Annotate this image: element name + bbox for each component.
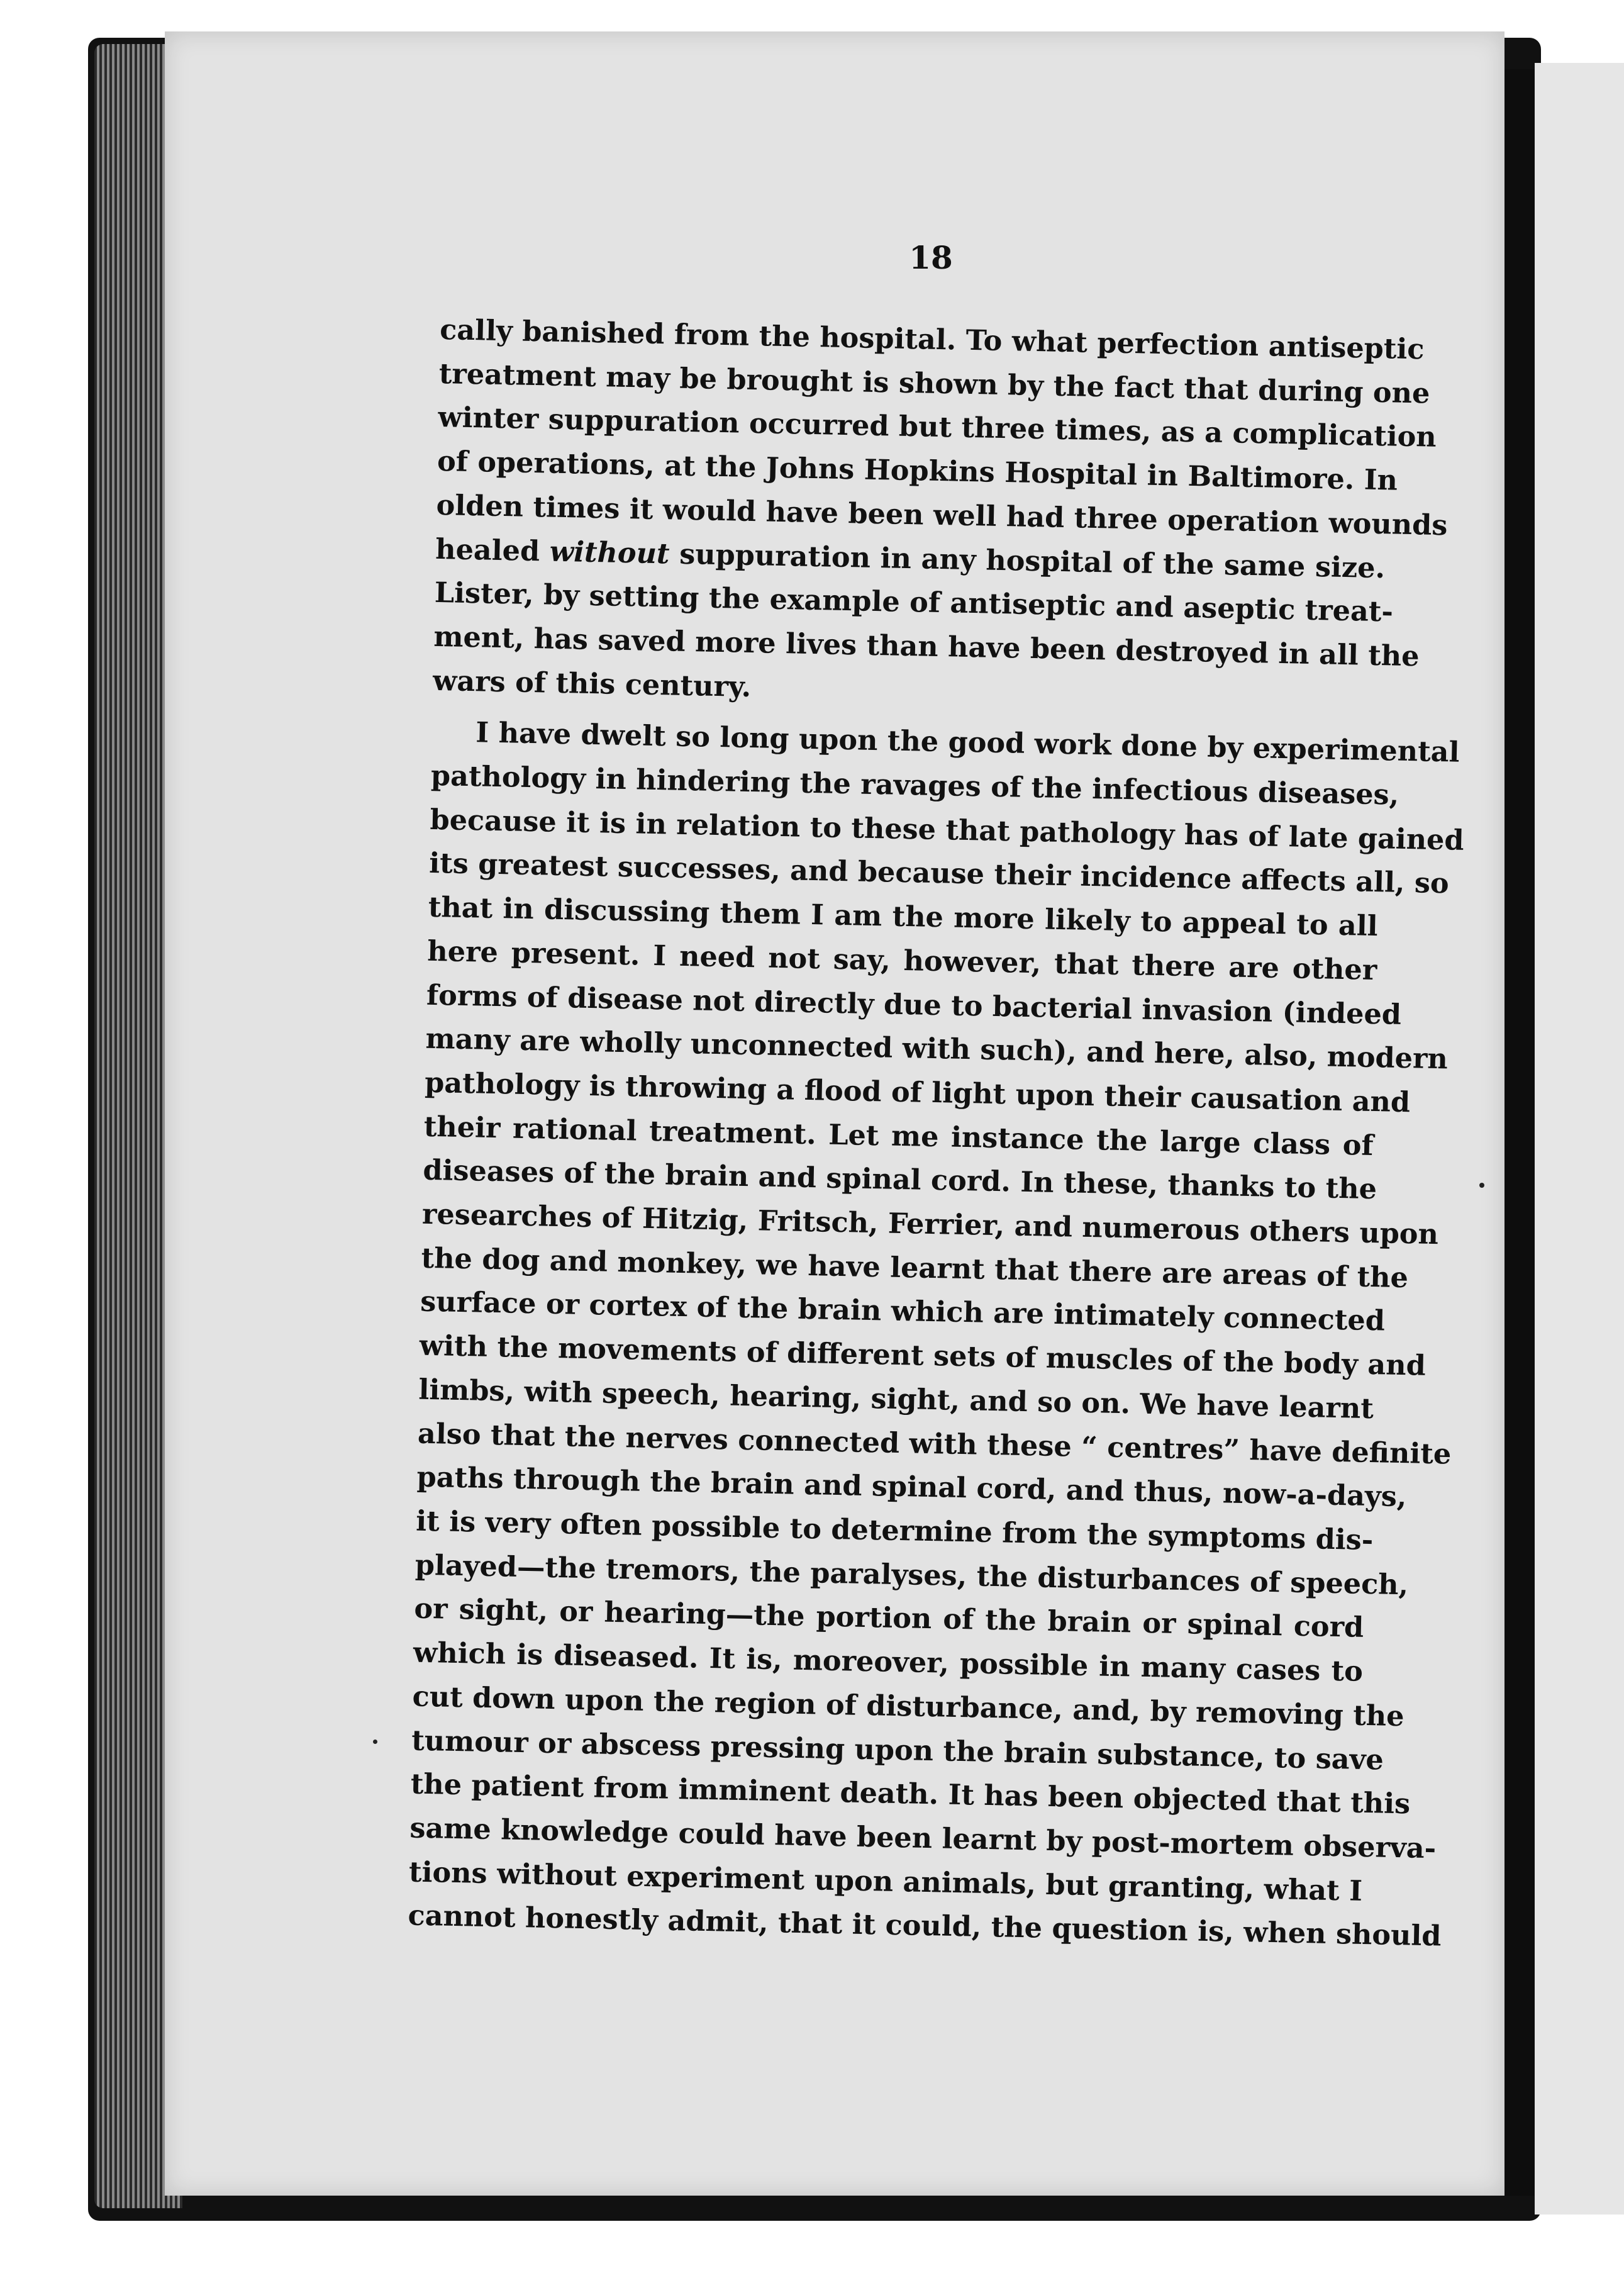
text-line: researches of Hitzig, Fritsch, Ferrier, and numerous others upon	[421, 1197, 1439, 1251]
text-line: treatment may be brought is shown by the fact that during one	[438, 357, 1430, 410]
text-line: Lister, by setting the example of antiseptic and aseptic treat-	[434, 576, 1394, 628]
text-line: of operations, at the Johns Hopkins Hospital in Baltimore. In	[437, 445, 1398, 497]
text-line: cut down upon the region of disturbance, and, by removing the	[412, 1680, 1405, 1733]
text-line: tions without experiment upon animals, but granting, what I	[408, 1855, 1363, 1907]
body-text	[408, 308, 1465, 1957]
facing-page-edge	[1535, 63, 1624, 2215]
text-line: the patient from imminent death. It has been objected that this	[410, 1767, 1411, 1821]
text-line: paths through the brain and spinal cord, and thus, now-a-days,	[416, 1460, 1407, 1514]
text-line: also that the nerves connected with these “ centres” have definite	[417, 1417, 1452, 1471]
text-line: winter suppuration occurred but three times, as a complication	[437, 401, 1437, 454]
text-line: tumour or abscess pressing upon the brain substance, to save	[411, 1724, 1384, 1777]
scan-speck	[373, 1740, 377, 1744]
book-gutter	[1504, 69, 1535, 2196]
text-line: their rational treatment. Let me instance the large class of	[423, 1110, 1374, 1162]
text-line: pathology is throwing a flood of light upon their causation and	[424, 1066, 1411, 1119]
text-line: or sight, or hearing—the portion of the brain or spinal cord	[413, 1592, 1364, 1645]
text-line: because it is in relation to these that pathology has of late gained	[430, 803, 1465, 857]
text-line: its greatest successes, and because their incidence affects all, so	[428, 847, 1450, 900]
text-line: limbs, with speech, hearing, sight, and so on. We have learnt	[418, 1373, 1374, 1426]
text-line: forms of disease not directly due to bacterial invasion (indeed	[426, 978, 1402, 1031]
text-line: wars of this century.	[432, 664, 752, 703]
text-line: healed without suppuration in any hospital of the same size.	[435, 532, 1386, 584]
text-line: the dog and monkey, we have learnt that there are areas of the	[421, 1241, 1409, 1294]
text-line: pathology in hindering the ravages of the infectious diseases,	[430, 759, 1399, 812]
text-line: that in discussing them I am the more likely to appeal to all	[428, 890, 1379, 943]
scan-speck	[1479, 1183, 1484, 1188]
text-line: ment, has saved more lives than have been destroyed in all the	[433, 620, 1420, 673]
text-line: many are wholly unconnected with such), and here, also, modern	[425, 1022, 1449, 1076]
text-line: same knowledge could have been learnt by post-mortem observa-	[409, 1811, 1437, 1865]
text-line: it is very often possible to determine from the symptoms dis-	[415, 1504, 1374, 1557]
text-line: surface or cortex of the brain which are intimately connected	[420, 1285, 1386, 1338]
text-line: with the movements of different sets of muscles of the body and	[419, 1329, 1427, 1382]
text-line: cannot honestly admit, that it could, the question is, when should	[408, 1899, 1442, 1953]
text-line: played—the tremors, the paralyses, the disturbances of speech,	[414, 1548, 1409, 1601]
text-line: I have dwelt so long upon the good work done by experimental	[475, 716, 1460, 769]
text-line: olden times it would have been well had three operation wounds	[436, 488, 1448, 542]
text-line: here present. I need not say, however, that there are other	[426, 934, 1377, 986]
text-line: which is diseased. It is, moreover, possible in many cases to	[413, 1636, 1364, 1688]
text-line: diseases of the brain and spinal cord. In these, thanks to the	[422, 1154, 1377, 1206]
page-number: 18	[909, 239, 953, 276]
text-line: cally banished from the hospital. To what perfection antiseptic	[439, 313, 1425, 366]
